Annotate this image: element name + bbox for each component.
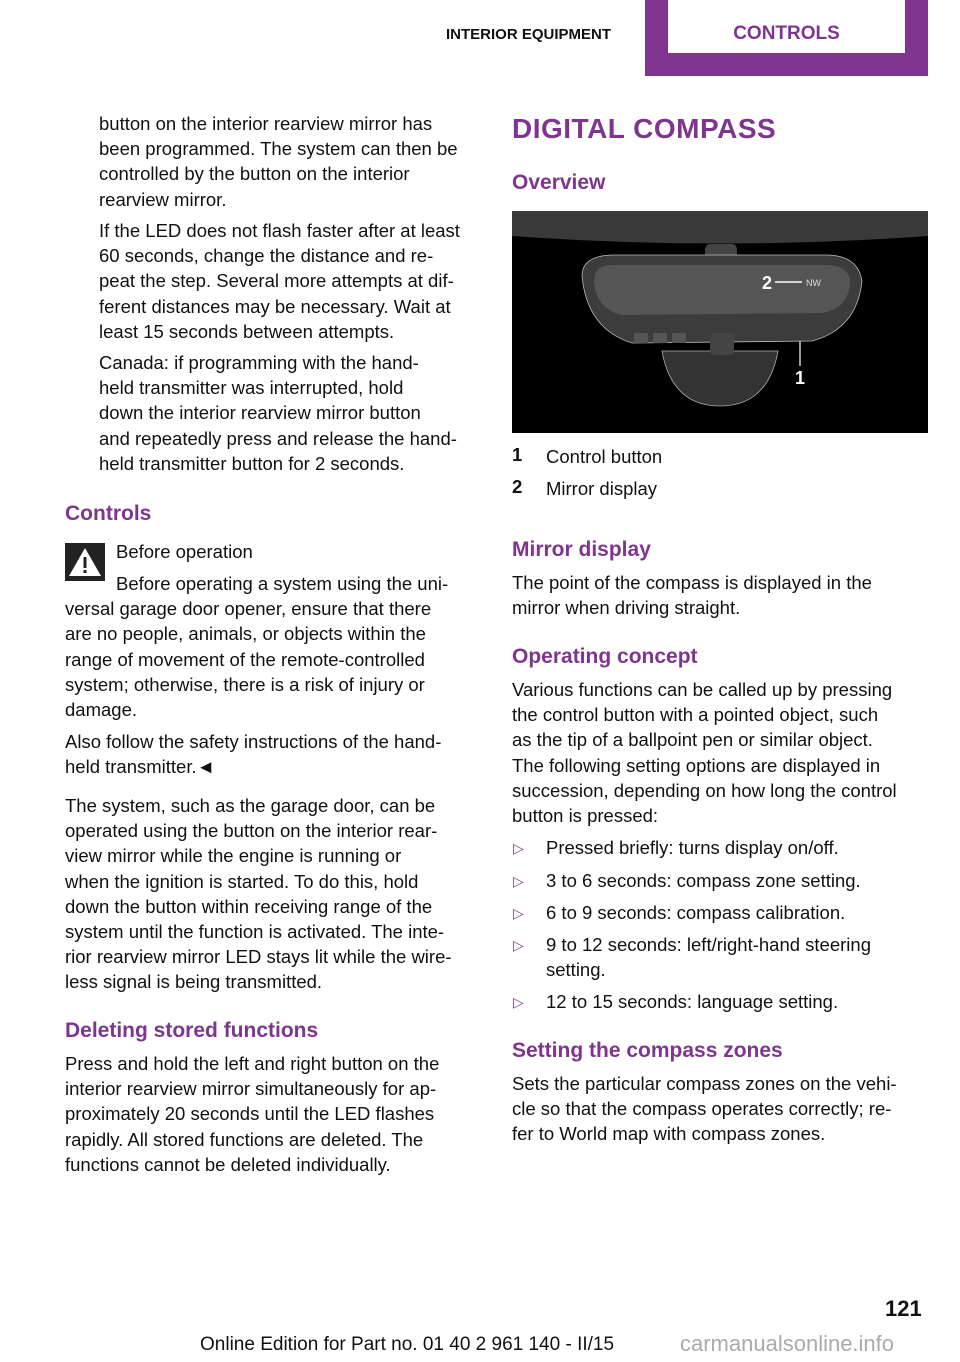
legend-number: 2 bbox=[512, 476, 523, 497]
paragraph: Various functions can be called up by pressing the control button with a pointed object, such as the tip of a ballpoint pen or similar object. The following setting options are displayed in succession, depending on how long the control button is pressed: bbox=[512, 679, 897, 827]
overview-heading: Overview bbox=[512, 171, 606, 194]
paragraph: The point of the compass is displayed in the mirror when driving straight. bbox=[512, 572, 872, 619]
watermark: carmanualsonline.info bbox=[680, 1331, 895, 1356]
paragraph: button on the interior rearview mirror has been programmed. The system can then be controlled by the button on the interior rearview mirror. bbox=[99, 113, 458, 210]
bullet-icon: ▷ bbox=[513, 937, 524, 953]
compass-zones-heading: Setting the compass zones bbox=[512, 1039, 783, 1062]
paragraph: Sets the particular compass zones on the vehi- cle so that the compass operates correctly; re- fer to World map with compass zones. bbox=[512, 1073, 897, 1145]
mirror-display-heading: Mirror display bbox=[512, 538, 651, 561]
bullet-icon: ▷ bbox=[513, 905, 524, 921]
legend-text: Mirror display bbox=[546, 478, 658, 499]
section-title: INTERIOR EQUIPMENT bbox=[446, 26, 612, 43]
headliner bbox=[512, 211, 928, 244]
paragraph: Press and hold the left and right button on the interior rearview mirror simultaneously for ap- proximately 20 seconds until the LED flashes rapidly. All stored functions are deleted. The functions cannot be deleted individually. bbox=[65, 1053, 440, 1175]
page-number: 121 bbox=[885, 1296, 922, 1321]
paragraph: Also follow the safety instructions of the hand- held transmitter.◄ bbox=[65, 731, 442, 778]
bullet-icon: ▷ bbox=[513, 994, 524, 1010]
list-item: 12 to 15 seconds: language setting. bbox=[546, 991, 839, 1012]
list-item: Pressed briefly: turns display on/off. bbox=[546, 837, 839, 858]
legend-text: Control button bbox=[546, 446, 663, 467]
list-item: 3 to 6 seconds: compass zone setting. bbox=[546, 870, 861, 891]
paragraph: If the LED does not flash faster after at least 60 seconds, change the distance and re- peat the step. Several more attempts at dif- ferent distances may be necessary. Wait at least 15 seconds between attempts. bbox=[99, 220, 460, 342]
paragraph: Canada: if programming with the hand- held transmitter was interrupted, hold down the interior rearview mirror button and repeatedly press and release the hand- held transmitter button for 2 seconds. bbox=[99, 352, 457, 474]
paragraph: The system, such as the garage door, can be operated using the button on the interior rear- view mirror while the engine is running or when the ignition is started. To do this, hold down the button within receiving range of the system until the function is activated. The inte- rior rearview mirror LED stays lit while the wire- less signal is being transmitted. bbox=[65, 795, 452, 993]
callout-1: 1 bbox=[795, 368, 806, 388]
controls-heading: Controls bbox=[65, 502, 152, 525]
bullet-icon: ▷ bbox=[513, 873, 524, 889]
bullet-icon: ▷ bbox=[513, 840, 524, 856]
operating-concept-heading: Operating concept bbox=[512, 645, 698, 668]
mirror-figure bbox=[512, 211, 928, 433]
chapter-tab-label: CONTROLS bbox=[668, 0, 905, 53]
edition-footer: Online Edition for Part no. 01 40 2 961 140 - II/15 bbox=[200, 1334, 615, 1355]
compass-display: NW bbox=[806, 278, 821, 288]
page-title: DIGITAL COMPASS bbox=[512, 113, 777, 144]
legend-number: 1 bbox=[512, 444, 523, 465]
list-item: 9 to 12 seconds: left/right-hand steering setting. bbox=[546, 934, 871, 981]
warning-body: Before operating a system using the uni- versal garage door opener, ensure that there are no people, animals, or objects within the range of movement of the remote-controlled system; otherwise, there is a risk of injury or damage. bbox=[65, 573, 449, 721]
deleting-heading: Deleting stored functions bbox=[65, 1019, 319, 1042]
list-item: 6 to 9 seconds: compass calibration. bbox=[546, 902, 846, 923]
warning-title: Before operation bbox=[116, 541, 253, 562]
callout-2: 2 bbox=[762, 273, 773, 293]
